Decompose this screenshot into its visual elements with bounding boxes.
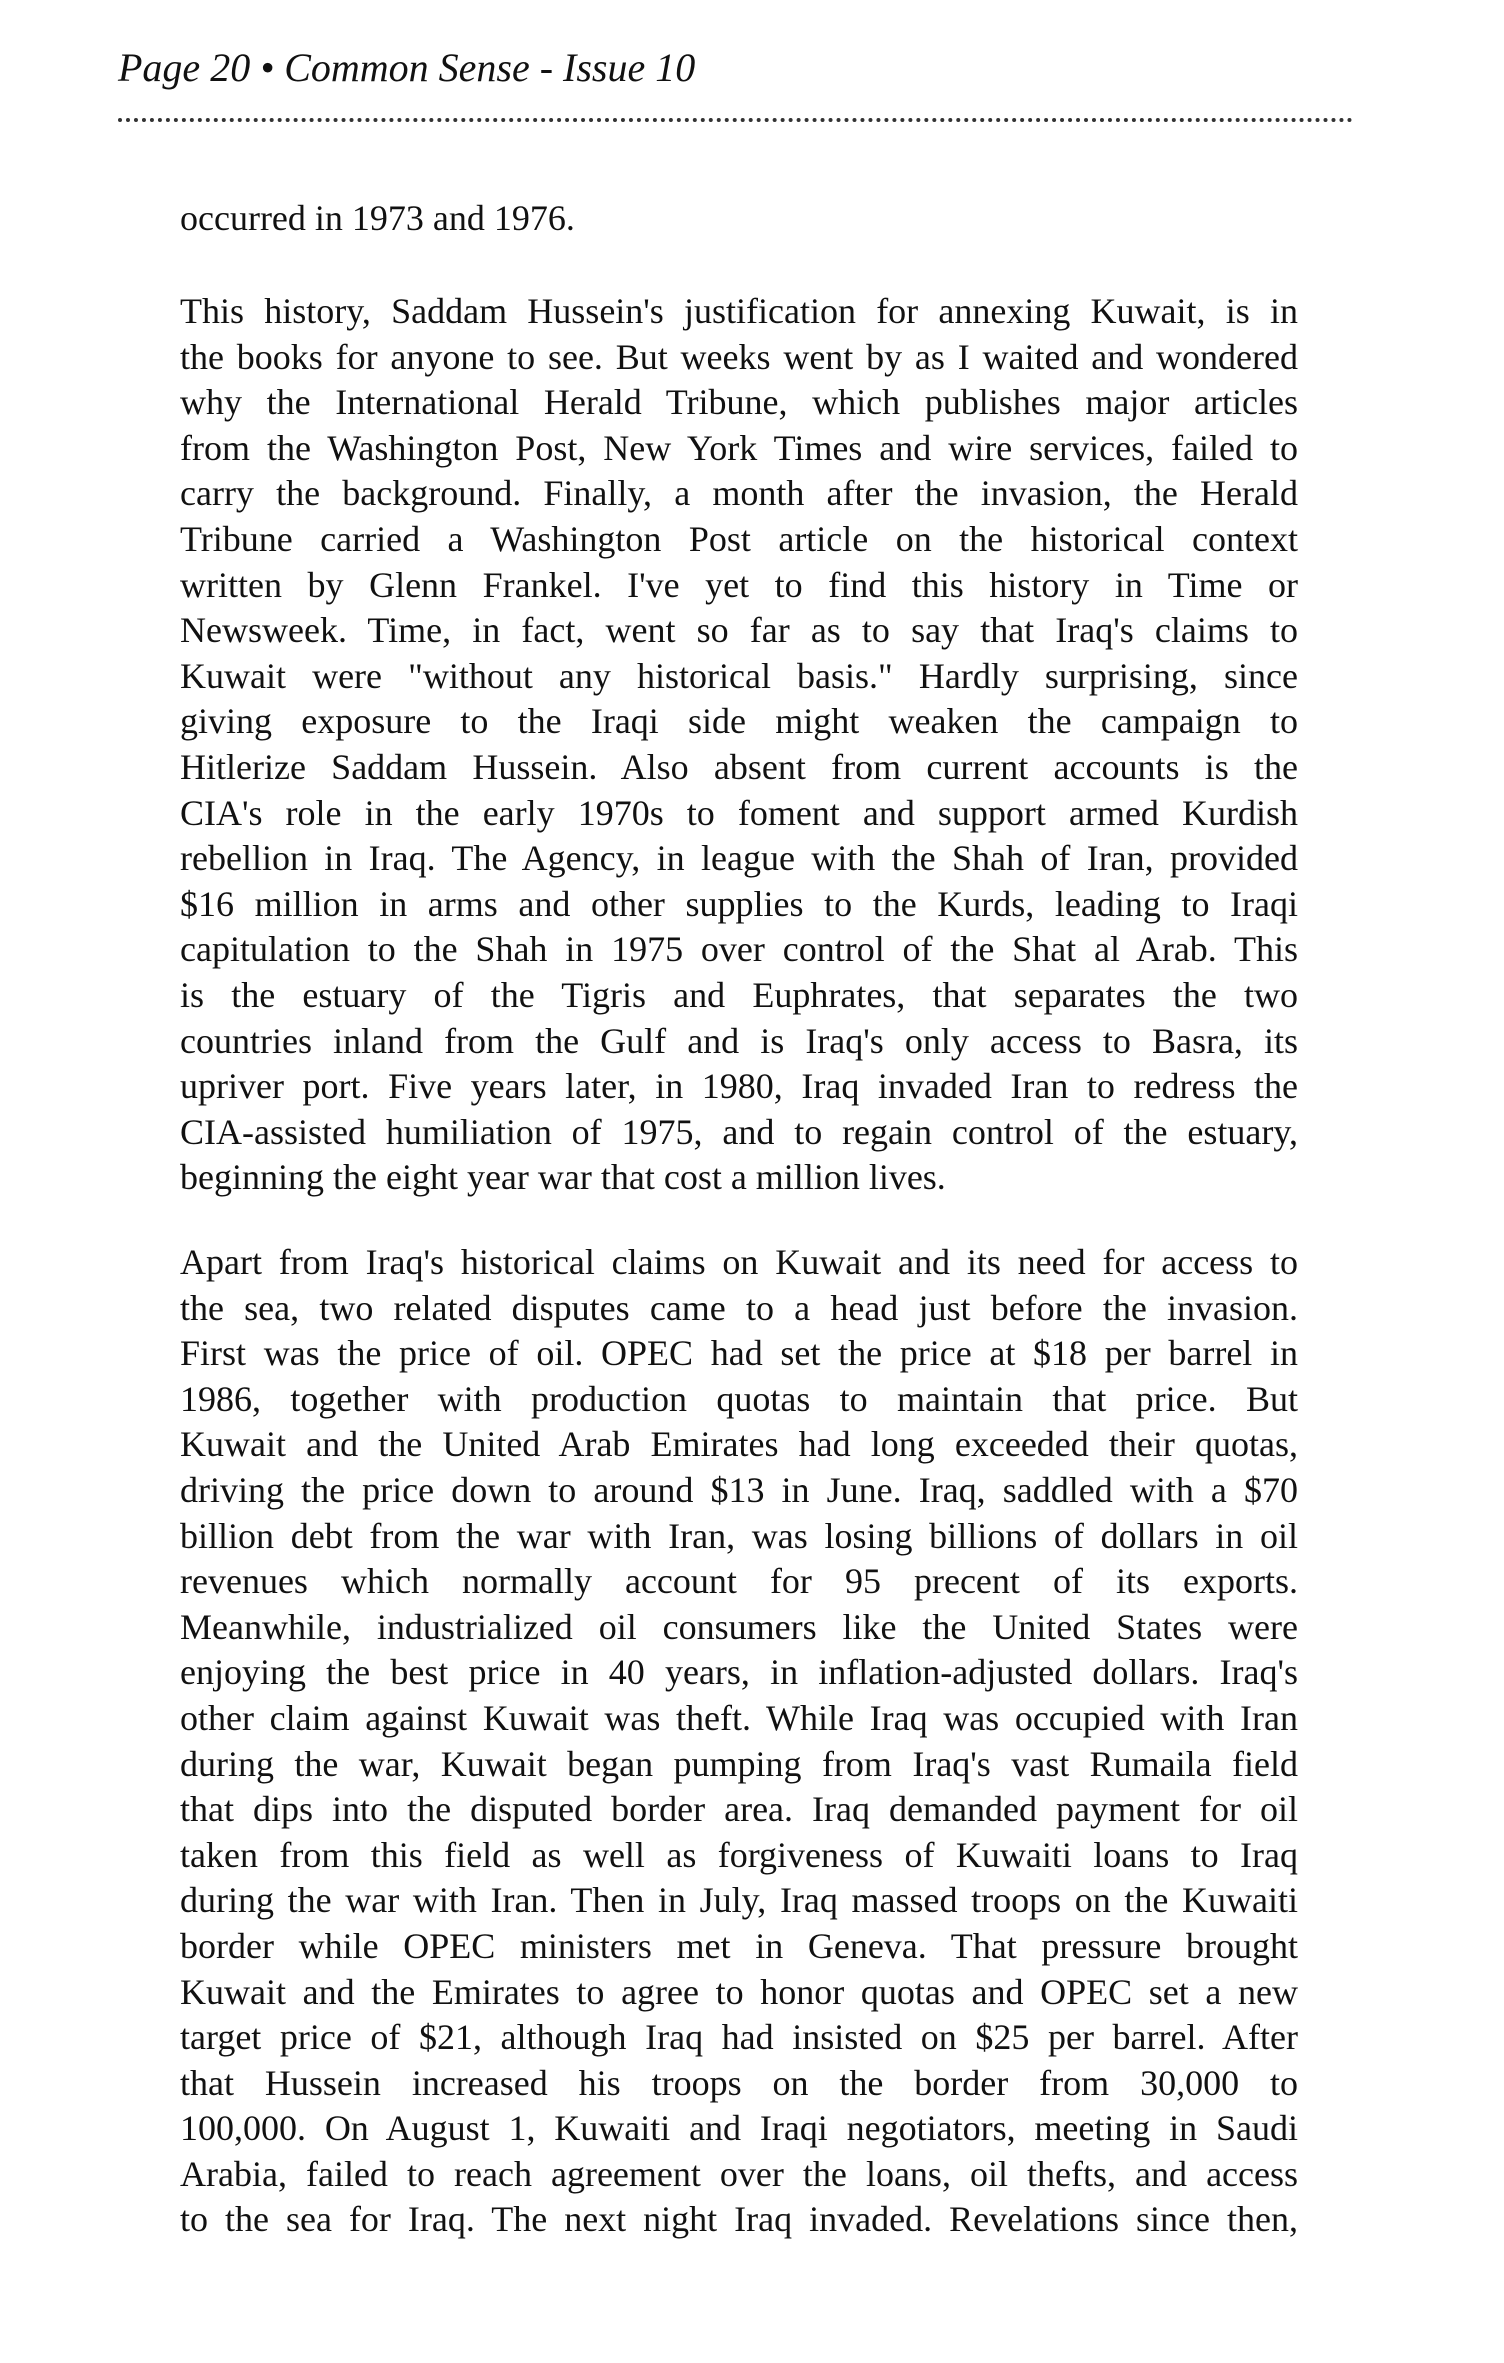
running-header: Page 20 • Common Sense - Issue 10 — [118, 45, 696, 90]
text-line: billion debt from the war with Iran, was losing billions of dollars in oil — [180, 1515, 1298, 1556]
text-line: Kuwait were "without any historical basis." Hardly surprising, since — [180, 655, 1298, 696]
text-line: Tribune carried a Washington Post article on the historical context — [180, 518, 1298, 559]
text-line: that Hussein increased his troops on the border from 30,000 to — [180, 2062, 1298, 2103]
text-line: 1986, together with production quotas to maintain that price. But — [180, 1378, 1298, 1419]
text-line: beginning the eight year war that cost a million lives. — [180, 1157, 946, 1198]
text-line: written by Glenn Frankel. I've yet to find this history in Time or — [180, 564, 1298, 605]
text-line: $16 million in arms and other supplies to the Kurds, leading to Iraqi — [180, 883, 1298, 924]
text-line: taken from this field as well as forgiveness of Kuwaiti loans to Iraq — [180, 1834, 1298, 1875]
text-line: during the war, Kuwait began pumping from Iraq's vast Rumaila field — [180, 1743, 1298, 1784]
paragraph-2 — [180, 289, 1298, 1201]
text-line: Apart from Iraq's historical claims on Kuwait and its need for access to — [180, 1242, 1298, 1282]
text-line: the sea, two related disputes came to a head just before the invasion. — [180, 1287, 1298, 1328]
text-line: to the sea for Iraq. The next night Iraq invaded. Revelations since then, — [180, 2199, 1298, 2240]
text-line: why the International Herald Tribune, which publishes major articles — [180, 382, 1298, 423]
text-line: other claim against Kuwait was theft. While Iraq was occupied with Iran — [180, 1697, 1298, 1738]
text-line: 100,000. On August 1, Kuwaiti and Iraqi negotiators, meeting in Saudi — [180, 2108, 1298, 2149]
text-line: First was the price of oil. OPEC had set the price at $18 per barrel in — [180, 1333, 1298, 1374]
dotted-divider — [118, 118, 1353, 122]
text-line: Meanwhile, industrialized oil consumers like the United States were — [180, 1606, 1298, 1647]
text-line: during the war with Iran. Then in July, Iraq massed troops on the Kuwaiti — [180, 1880, 1298, 1921]
paragraph-1 — [180, 196, 1298, 242]
text-line: the books for anyone to see. But weeks went by as I waited and wondered — [180, 336, 1298, 377]
text-line: from the Washington Post, New York Times and wire services, failed to — [180, 427, 1298, 468]
text-line: Newsweek. Time, in fact, went so far as to say that Iraq's claims to — [180, 610, 1298, 651]
text-line: carry the background. Finally, a month after the invasion, the Herald — [180, 473, 1298, 514]
text-line: enjoying the best price in 40 years, in inflation-adjusted dollars. Iraq's — [180, 1652, 1298, 1693]
text-line: Kuwait and the Emirates to agree to honor quotas and OPEC set a new — [180, 1971, 1298, 2012]
text-line: target price of $21, although Iraq had insisted on $25 per barrel. After — [180, 2017, 1298, 2058]
text-line: Hitlerize Saddam Hussein. Also absent from current accounts is the — [180, 746, 1298, 787]
paragraph-3 — [180, 1240, 1298, 2243]
text-line: capitulation to the Shah in 1975 over control of the Shat al Arab. This — [180, 929, 1298, 970]
text-line: This history, Saddam Hussein's justification for annexing Kuwait, is in — [180, 291, 1298, 331]
text-line: CIA's role in the early 1970s to foment and support armed Kurdish — [180, 792, 1298, 833]
text-line: occurred in 1973 and 1976. — [180, 198, 575, 238]
text-line: Kuwait and the United Arab Emirates had long exceeded their quotas, — [180, 1424, 1298, 1465]
text-line: driving the price down to around $13 in June. Iraq, saddled with a $70 — [180, 1469, 1298, 1510]
text-line: revenues which normally account for 95 precent of its exports. — [180, 1561, 1298, 1602]
text-line: giving exposure to the Iraqi side might weaken the campaign to — [180, 701, 1298, 742]
text-line: upriver port. Five years later, in 1980, Iraq invaded Iran to redress the — [180, 1066, 1298, 1107]
text-line: rebellion in Iraq. The Agency, in league with the Shah of Iran, provided — [180, 838, 1298, 879]
text-line: countries inland from the Gulf and is Iraq's only access to Basra, its — [180, 1020, 1298, 1061]
text-line: border while OPEC ministers met in Geneva. That pressure brought — [180, 1925, 1298, 1966]
text-line: Arabia, failed to reach agreement over the loans, oil thefts, and access — [180, 2153, 1298, 2194]
text-line: is the estuary of the Tigris and Euphrates, that separates the two — [180, 974, 1298, 1015]
text-line: that dips into the disputed border area. Iraq demanded payment for oil — [180, 1789, 1298, 1830]
text-line: CIA-assisted humiliation of 1975, and to regain control of the estuary, — [180, 1111, 1298, 1152]
